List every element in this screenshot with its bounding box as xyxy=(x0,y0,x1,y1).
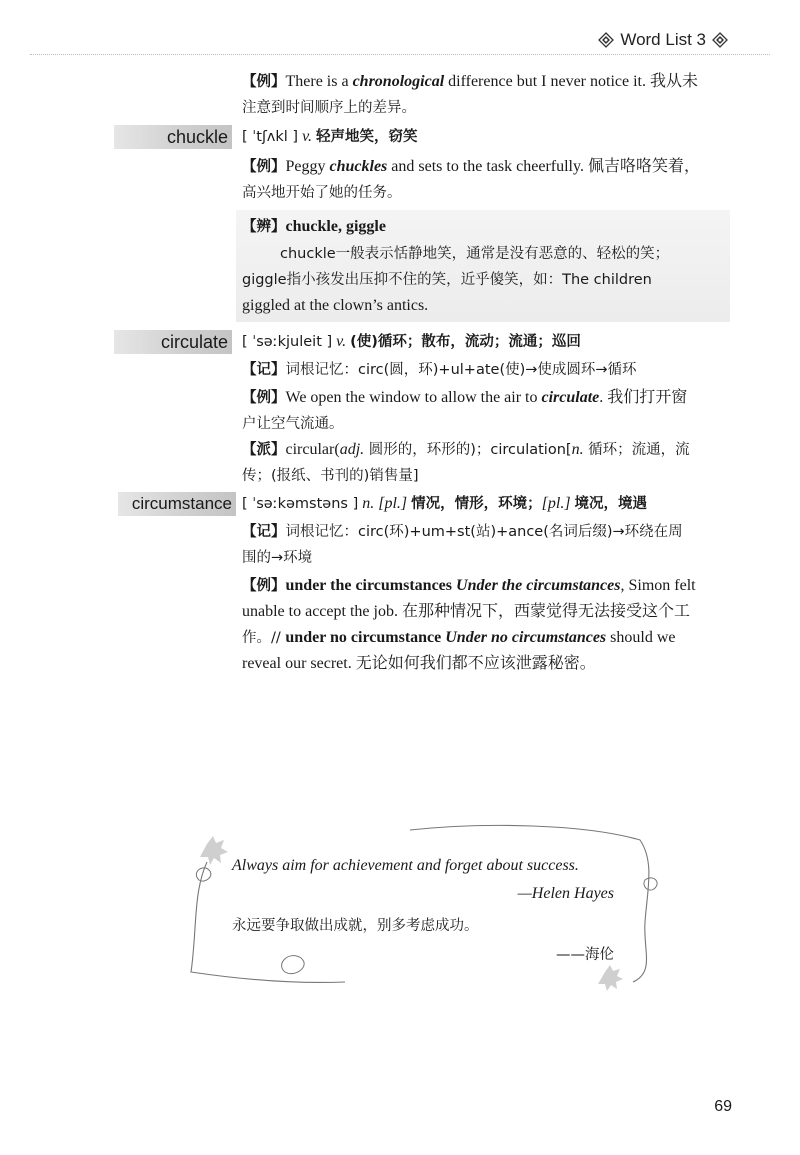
quote-english-author: —Helen Hayes xyxy=(517,885,614,902)
circumstance-memory-tip-line-2: 围的→环境 xyxy=(242,550,313,566)
headword-chuckle: chuckle xyxy=(114,125,232,149)
headword-circulate: circulate xyxy=(114,330,232,354)
circumstance-example-line-1: 【例】under the circumstances Under the circumstances, Simon felt xyxy=(242,577,696,594)
circulate-definition: [ ˈsəːkjuleit ] v. (使)循环；散布，流动；流通；巡回 xyxy=(242,333,581,350)
distinction-line-3: giggled at the clown’s antics. xyxy=(242,297,429,314)
circumstance-example-line-3: 作。// under no circumstance Under no circumstances should we xyxy=(242,629,676,646)
circumstance-memory-tip-line-1: 【记】词根记忆：circ(环)+um+st(站)+ance(名词后缀)→环绕在周 xyxy=(242,524,683,540)
quote-frame-decoration xyxy=(185,822,665,992)
quote-chinese-author: ——海伦 xyxy=(556,947,614,963)
quote-english: Always aim for achievement and forget about success. xyxy=(232,857,579,874)
circumstance-example-line-2: unable to accept the job. 在那种情况下，西蒙觉得无法接受这个工 xyxy=(242,603,690,620)
distinction-line-2: giggle指小孩发出压抑不住的笑，近乎傻笑，如：The children xyxy=(242,272,652,288)
circumstance-example-line-4: reveal our secret. 无论如何我们都不应该泄露秘密。 xyxy=(242,655,596,672)
maple-leaf-icon xyxy=(598,965,623,991)
header-title: Word List 3 xyxy=(620,30,706,49)
circulate-example-line-1: 【例】We open the window to allow the air to circulate. 我们打开窗 xyxy=(242,389,688,406)
chuckle-definition: [ ˈtʃʌkl ] v. 轻声地笑，窃笑 xyxy=(242,128,418,145)
diamond-ornament-icon xyxy=(598,32,614,48)
distinction-line-1: chuckle一般表示恬静地笑，通常是没有恶意的、轻松的笑； xyxy=(280,246,670,262)
circulate-example-line-2: 户让空气流通。 xyxy=(242,416,344,432)
chronological-example-line-1: 【例】There is a chronological difference but I never notice it. 我从未 xyxy=(242,73,698,90)
page-number: 69 xyxy=(714,1098,732,1115)
quote-chinese: 永远要争取做出成就，别多考虑成功。 xyxy=(232,918,479,934)
distinction-heading: 【辨】chuckle, giggle xyxy=(242,218,386,235)
running-header xyxy=(598,30,728,50)
circulate-memory-tip: 【记】词根记忆：circ(圆，环)+ul+ate(使)→使成圆环→循环 xyxy=(242,362,637,378)
header-divider xyxy=(30,54,770,55)
circulate-derivative-line-1: 【派】circular(adj. 圆形的，环形的)；circulation[n. 循环；流通，流 xyxy=(242,441,690,458)
circumstance-definition: [ ˈsəːkəmstəns ] n. [pl.] 情况，情形，环境；[pl.] 境况，境遇 xyxy=(242,495,648,512)
chronological-example-line-2: 注意到时间顺序上的差异。 xyxy=(242,100,416,116)
diamond-ornament-icon xyxy=(712,32,728,48)
chuckle-example-line-2: 高兴地开始了她的任务。 xyxy=(242,185,402,201)
maple-leaf-icon xyxy=(200,836,228,865)
circulate-derivative-line-2: 传；(报纸、书刊的)销售量] xyxy=(242,468,419,484)
chuckle-example-line-1: 【例】Peggy chuckles and sets to the task cheerfully. 佩吉咯咯笑着， xyxy=(242,158,700,175)
headword-circumstance: circumstance xyxy=(118,492,236,516)
